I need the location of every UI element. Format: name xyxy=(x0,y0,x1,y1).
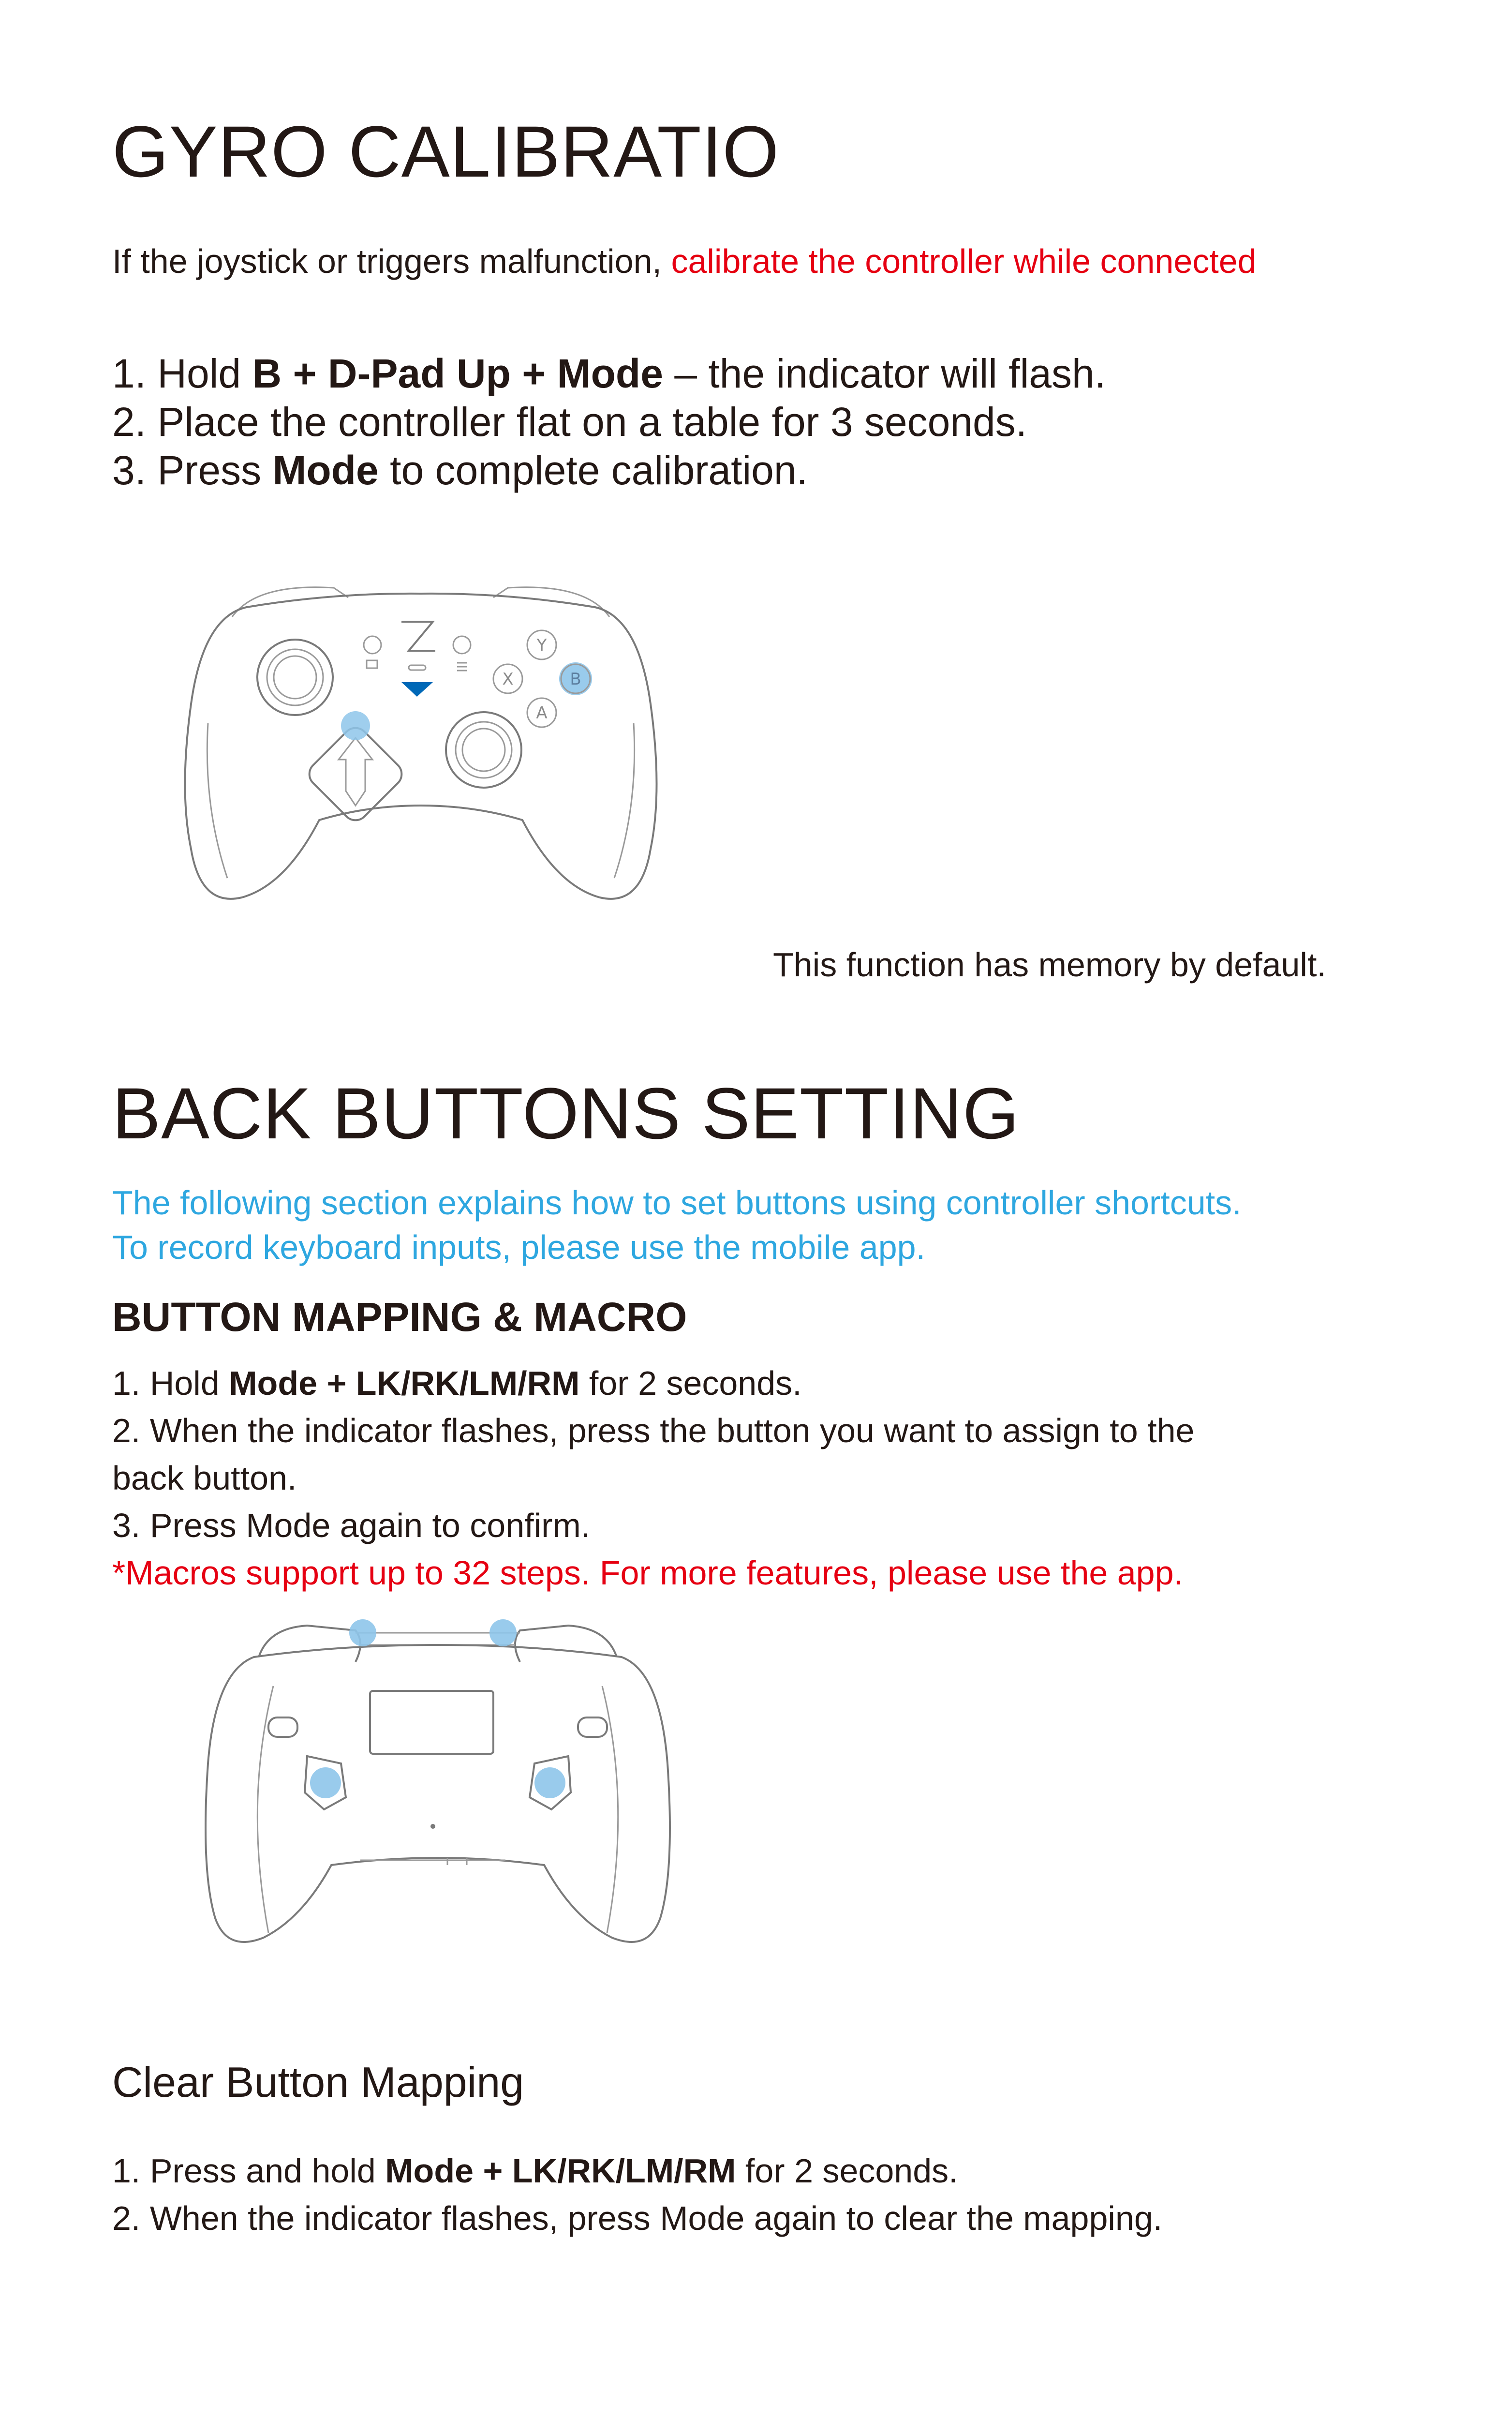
left-grip-line xyxy=(207,723,227,878)
lk-highlight xyxy=(349,1619,376,1646)
left-bumper xyxy=(232,587,348,617)
mapping-steps xyxy=(112,1359,1194,1597)
right-bumper xyxy=(493,587,609,617)
mode-led-icon xyxy=(401,682,433,697)
mapping-step-1-keys: Mode + LK/RK/LM/RM xyxy=(229,1364,580,1402)
mapping-step-1-pre: 1. Hold xyxy=(112,1364,229,1402)
face-buttons xyxy=(493,630,592,727)
gyro-step-1-pre: 1. Hold xyxy=(112,351,252,396)
clear-step-2: 2. When the indicator flashes, press Mode again to clear the mapping. xyxy=(112,2199,1163,2237)
share-button-icon xyxy=(367,660,377,668)
lm-paddle-highlight xyxy=(310,1767,341,1798)
gyro-intro xyxy=(112,241,1257,282)
memory-note: This function has memory by default. xyxy=(773,946,1326,984)
rk-highlight xyxy=(489,1619,517,1646)
battery-cover xyxy=(370,1691,493,1754)
clear-step-1 xyxy=(112,2147,1162,2195)
mapping-step-1 xyxy=(112,1359,1194,1407)
gyro-intro-warning: calibrate the controller while connected xyxy=(671,242,1257,280)
left-trigger xyxy=(259,1626,360,1662)
mapping-heading: BUTTON MAPPING & MACRO xyxy=(112,1294,687,1340)
left-back-grip-line xyxy=(257,1686,273,1933)
home-lines-icon xyxy=(457,663,467,671)
right-grip-line xyxy=(614,723,635,878)
gyro-step-3-key: Mode xyxy=(272,448,379,493)
gyro-title: GYRO CALIBRATIO xyxy=(112,111,780,192)
clear-mapping-heading: Clear Button Mapping xyxy=(112,2058,524,2106)
clear-step-1-post: for 2 seconds. xyxy=(736,2152,958,2190)
mapping-step-2-line-1: 2. When the indicator flashes, press the button you want to assign to the xyxy=(112,1412,1195,1449)
face-button-b: B xyxy=(570,670,581,689)
controller-body xyxy=(185,594,657,899)
right-back-grip-line xyxy=(602,1686,618,1933)
mapping-step-1-post: for 2 seconds. xyxy=(579,1364,802,1402)
brand-logo-icon xyxy=(401,622,435,651)
gyro-intro-text: If the joystick or triggers malfunction, xyxy=(112,242,671,280)
back-buttons-title: BACK BUTTONS SETTING xyxy=(112,1073,1020,1154)
right-stick xyxy=(446,712,521,788)
rm-paddle-highlight xyxy=(534,1767,565,1798)
dpad-up-highlight xyxy=(341,711,370,740)
clear-step-1-keys: Mode + LK/RK/LM/RM xyxy=(385,2152,736,2190)
gyro-step-3 xyxy=(112,446,1106,494)
mapping-step-3: 3. Press Mode again to confirm. xyxy=(112,1507,591,1544)
gyro-step-3-post: to complete calibration. xyxy=(378,448,808,493)
gyro-step-2: 2. Place the controller flat on a table for 3 seconds. xyxy=(112,399,1027,445)
left-switch xyxy=(268,1717,297,1737)
back-buttons-info-line-1: The following section explains how to set buttons using controller shortcuts. xyxy=(112,1184,1242,1222)
menu-button-icon xyxy=(453,636,471,654)
gyro-step-1 xyxy=(112,349,1106,398)
clear-mapping-steps xyxy=(112,2147,1162,2242)
reset-pinhole xyxy=(430,1824,435,1829)
view-button-icon xyxy=(364,636,381,654)
controller-back-body xyxy=(206,1645,670,1942)
face-button-a: A xyxy=(536,703,548,723)
back-buttons-info-line-2: To record keyboard inputs, please use the mobile app. xyxy=(112,1228,926,1266)
gyro-steps xyxy=(112,349,1106,494)
clear-step-1-pre: 1. Press and hold xyxy=(112,2152,385,2190)
macro-note: *Macros support up to 32 steps. For more features, please use the app. xyxy=(112,1554,1183,1592)
back-buttons-info xyxy=(112,1180,1242,1269)
face-button-x: X xyxy=(502,670,514,689)
mapping-step-2-line-2: back button. xyxy=(112,1459,297,1497)
right-switch xyxy=(578,1717,607,1737)
controller-back-illustration xyxy=(196,1618,680,1957)
face-button-y: Y xyxy=(536,636,547,655)
controller-front-illustration xyxy=(174,578,667,917)
right-trigger xyxy=(515,1626,617,1662)
left-stick xyxy=(257,640,333,715)
gyro-step-1-keys: B + D-Pad Up + Mode xyxy=(252,351,663,396)
gyro-step-1-post: – the indicator will flash. xyxy=(663,351,1106,396)
gyro-step-3-pre: 3. Press xyxy=(112,448,273,493)
turbo-button-icon xyxy=(409,665,426,670)
